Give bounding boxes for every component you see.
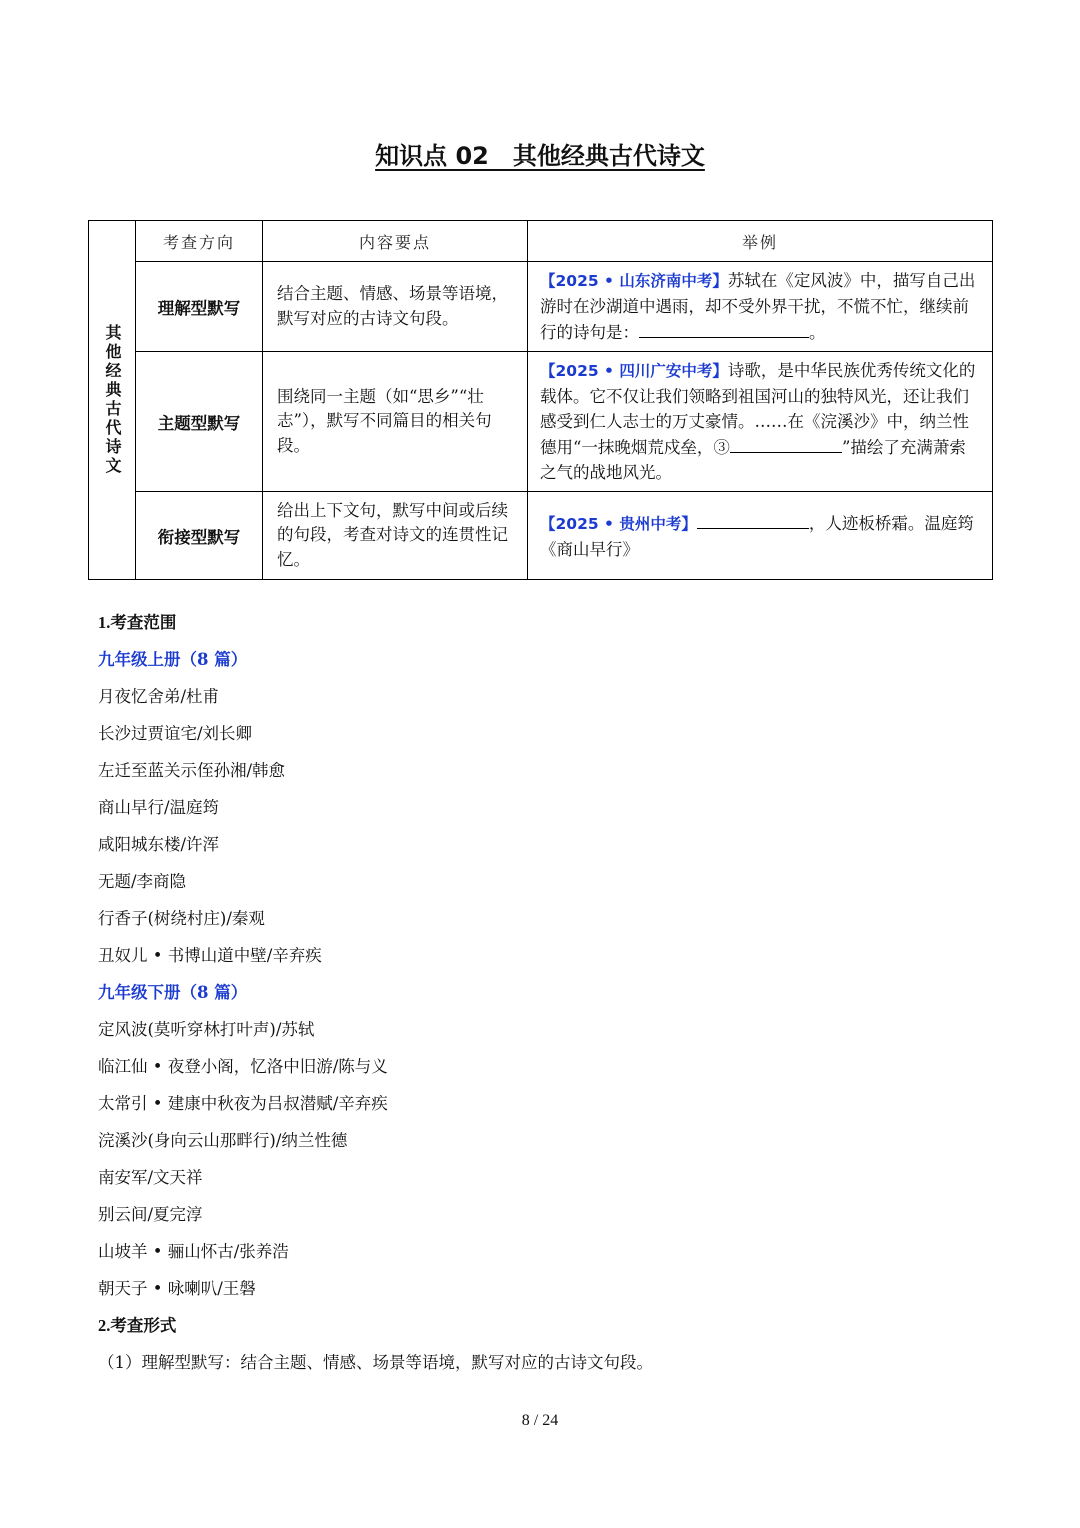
- list-item: 别云间/夏完淳: [98, 1205, 203, 1224]
- list-item: 行香子(树绕村庄)/秦观: [98, 909, 265, 928]
- answer-blank[interactable]: [730, 434, 842, 453]
- example-text-end: 。: [809, 323, 826, 342]
- point-cell: 给出上下文句，默写中间或后续的句段，考查对诗文的连贯性记忆。: [263, 492, 528, 580]
- page-number: 8 / 24: [521, 1412, 559, 1429]
- list-item: 太常引 • 建康中秋夜为吕叔潜赋/辛弃疾: [98, 1094, 388, 1113]
- point-cell: 结合主题、情感、场景等语境，默写对应的古诗文句段。: [263, 262, 528, 352]
- list-item: 咸阳城东楼/许浑: [98, 835, 220, 854]
- list-item: 长沙过贾谊宅/刘长卿: [98, 724, 253, 743]
- section-heading: 1.考查范围: [98, 613, 177, 632]
- header-direction: 考查方向: [136, 221, 263, 262]
- list-item: 山坡羊 • 骊山怀古/张养浩: [98, 1242, 289, 1261]
- list-item: 丑奴儿 • 书博山道中壁/辛弃疾: [98, 946, 322, 965]
- example-text: 诗歌，是中华民族优秀传统文化的载体。它不仅让我们领略到祖国河山的独特风光，还让我们感受到仁人志士的万丈豪情。……在《浣溪沙》中，纳兰性德用“一抹晚烟荒戍垒，③: [540, 361, 976, 457]
- paragraph: （1）理解型默写：结合主题、情感、场景等语境，默写对应的古诗文句段。: [98, 1353, 653, 1372]
- header-points: 内容要点: [263, 221, 528, 262]
- section-heading: 2.考查形式: [98, 1316, 177, 1335]
- side-label: 其他经典古代诗文: [103, 324, 122, 476]
- list-item: 定风波(莫听穿林打叶声)/苏轼: [98, 1020, 315, 1039]
- list-item: 商山早行/温庭筠: [98, 798, 220, 817]
- grade-heading: 九年级下册（8 篇）: [98, 983, 248, 1002]
- page-title: 知识点 02 其他经典古代诗文: [375, 142, 705, 170]
- list-item: 无题/李商隐: [98, 872, 187, 891]
- answer-blank[interactable]: [639, 319, 809, 338]
- list-item: 月夜忆舍弟/杜甫: [98, 687, 220, 706]
- point-cell: 围绕同一主题（如“思乡”“壮志”），默写不同篇目的相关句段。: [263, 352, 528, 492]
- example-text-end: ，人迹板桥霜。温庭筠《商山早行》: [540, 513, 974, 559]
- source-tag: 【2025 • 山东济南中考】: [540, 272, 728, 290]
- list-item: 临江仙 • 夜登小阁，忆洛中旧游/陈与义: [98, 1057, 388, 1076]
- example-text: 苏轼在《定风波》中，描写自己出游时在沙湖道中遇雨，却不受外界干扰，不慌不忙，继续前行的诗句是：: [540, 271, 976, 342]
- list-item: 浣溪沙(身向云山那畔行)/纳兰性德: [98, 1131, 348, 1150]
- category-cell: 衔接型默写: [136, 492, 263, 580]
- table-row: [89, 352, 993, 492]
- category-cell: 主题型默写: [136, 352, 263, 492]
- content-body: [98, 604, 653, 1381]
- side-label-cell: [89, 221, 136, 580]
- header-example: 举例: [528, 221, 993, 262]
- list-item: 南安军/文天祥: [98, 1168, 203, 1187]
- grade-heading: 九年级上册（8 篇）: [98, 650, 248, 669]
- table-row: [89, 262, 993, 352]
- source-tag: 【2025 • 四川广安中考】: [540, 362, 728, 380]
- list-item: 左迁至蓝关示侄孙湘/韩愈: [98, 761, 286, 780]
- source-tag: 【2025 • 贵州中考】: [540, 514, 697, 533]
- list-item: 朝天子 • 咏喇叭/王磐: [98, 1279, 256, 1298]
- example-text-end: ”描绘了充满萧索之气的战地风光。: [540, 438, 966, 482]
- exam-table: [88, 220, 993, 580]
- table-row: [89, 492, 993, 580]
- example-cell: [528, 352, 993, 492]
- example-cell: [528, 492, 993, 580]
- example-cell: [528, 262, 993, 352]
- answer-blank[interactable]: [697, 510, 809, 529]
- category-cell: 理解型默写: [136, 262, 263, 352]
